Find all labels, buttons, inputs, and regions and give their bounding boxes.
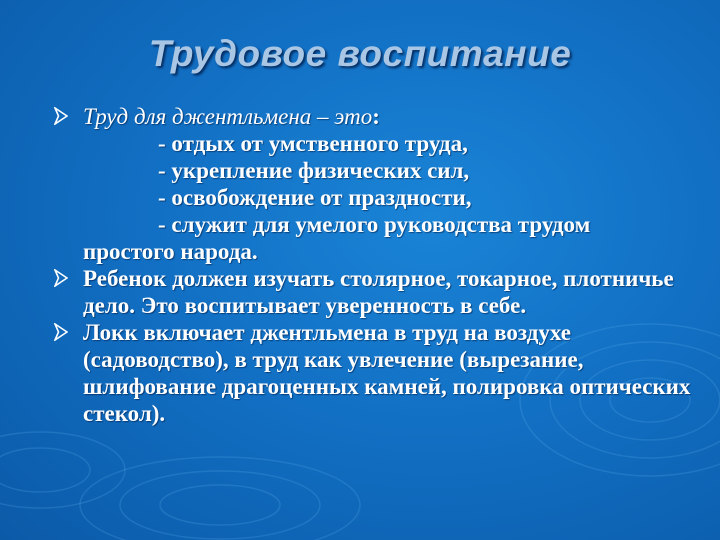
bullet-lead-colon: : bbox=[372, 104, 380, 129]
arrowhead-bullet-icon bbox=[54, 323, 68, 341]
bullet-item-1 bbox=[54, 103, 704, 265]
sub-item: - отдых от умственного труда, bbox=[158, 131, 468, 156]
sub-item: - служит для умелого руководства трудом bbox=[158, 212, 591, 237]
arrowhead-bullet-icon bbox=[54, 107, 68, 125]
bullet-continuation: простого народа. bbox=[83, 239, 258, 264]
bullet-lead-text: Труд для джентльмена – это bbox=[83, 104, 373, 129]
bullet-text: Локк включает джентльмена в труд на воздухе (садоводство), в труд как увлечение (вырезание, шлифование драгоценных камней, полировка оптических стекол). bbox=[83, 320, 691, 426]
arrowhead-bullet-icon bbox=[54, 269, 68, 287]
sub-item: - укрепление физических сил, bbox=[158, 158, 470, 183]
bullet-item-2 bbox=[54, 265, 704, 319]
bullet-text: Ребенок должен изучать столярное, токарное, плотничье дело. Это воспитывает уверенность в себе. bbox=[83, 266, 674, 318]
slide-title: Трудовое воспитание bbox=[148, 33, 572, 74]
slide-content bbox=[54, 103, 704, 427]
sub-item: - освобождение от праздности, bbox=[158, 185, 472, 210]
bullet-item-3 bbox=[54, 319, 704, 427]
